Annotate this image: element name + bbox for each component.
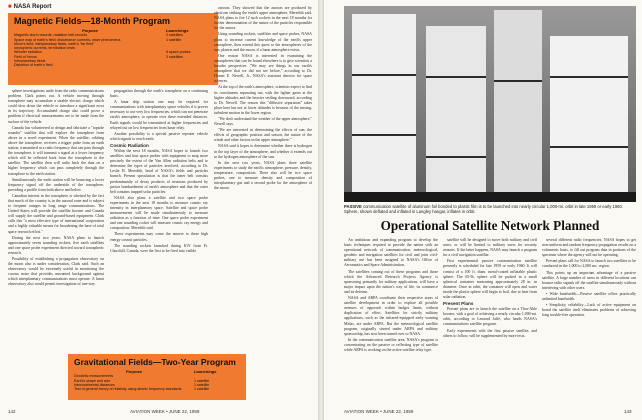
paragraph: Simultaneously the earth station will be bouncing a lower frequency signal off the underside of the ionosphere, providing a profile from both above and below. — [8, 177, 104, 192]
paragraph: Possibility of establishing a propagation observatory on the moon also is under consideration, Clark said. Such an observatory would be extremely useful in monitoring the corona noise that provides unwanted background against which interplanetary communications must operate. A lunar observatory also would permit investigation of one-way — [8, 257, 104, 287]
paragraph: Using sounding rockets, satellites and space probes, NASA plans to increase current knowledge of the earth's upper atmosphere, then extend this quest to the atmospheres of the sun, planets and the moon, if a lunar atmosphere exists. — [214, 32, 312, 52]
paragraph: At the top of the earth's atmosphere, scientists expect to find its constituents separating out, with the lighter gases at the higher altitudes and the heavier settling downward, according to Dr. Newell. The reason this "diffusive separation" takes place here but not at lower altitudes is because of the mixing, turbulent motion in the lower region. — [214, 85, 312, 115]
table-cell: 1 satellite — [194, 387, 210, 392]
gravitational-fields-table — [74, 370, 240, 391]
paragraph: Present plans are to launch the satellite on a Thor-Able booster, with a goal of achieving a nearly circular 1,000-mi. orbit, according to Leonard Jaffe, who heads NASA's communications satellite program. — [443, 307, 537, 327]
paragraph: sphere investigations aside from the radio communications problem. Clark points out. A vehicle moving through ionosphere may accumulate a sizable electric charge which could slow down the vehicle or introduce a significant error in its trajectory. Accumulated charge also could prove a problem if electrical measurements are to be made from the surface of the vehicle. — [8, 89, 104, 124]
paragraph: • Simplicity, reliability—Lack of active equipment on board the satellite itself eliminates problems of achieving long trouble-free operation. — [542, 303, 636, 318]
section-bullet-icon: ■ — [8, 4, 12, 10]
article-headline: Operational Satellite Network Planned — [380, 218, 600, 233]
right-column-2 — [443, 238, 537, 404]
launchings-column — [166, 29, 212, 68]
table-cell: 1 satellite — [194, 382, 210, 387]
table-row: Intercontinental distances — [74, 382, 115, 387]
magnetic-fields-box — [8, 13, 218, 85]
paragraph: These experiments may come the answer to these high energy cosmic particles. — [110, 232, 208, 242]
table-row: Interplanetary fields — [14, 59, 46, 64]
magnetic-fields-table — [14, 29, 212, 68]
table-row: Earth's shape and size — [74, 378, 111, 383]
folio-left: AVIATION WEEK • JUNE 22, 1959 — [130, 409, 200, 414]
paragraph: Another possibility is a special passive repeater vehicle which signals to reach earth. — [110, 131, 208, 141]
paragraph: First experimental passive communication satellite presently is scheduled for late 1959 or early 1960. It will consist of a 100 ft. diam. metal-coated inflatable plastic sphere. The 65-lb. sphere will be packed in a small spherical container measuring approximately 28 in. in diameter. Once in orbit, the container will open and water inside the plastic sphere will begin to boil, due to heat from solar radiation. — [443, 259, 537, 300]
paragraph: An ambitious and expanding program to develop the basic techniques required to provide the nation with an operational network of communication, meteorological, geodetic and navigation satellites for civil and joint civil-military use has been assigned to NASA's Office of Aeronautics and Space Administration. — [344, 238, 438, 268]
launchings-header: Launchings — [166, 28, 189, 33]
table-cell: 2 satellites — [166, 33, 183, 38]
table-row: Field of Venus — [14, 54, 37, 59]
gravitational-fields-box — [68, 354, 246, 400]
subheading-cosmic-radiation: Cosmic Radiation — [110, 142, 149, 148]
paragraph: NASA also plans a satellite and two space probe experiments in the next 18 months to measure cosmic ray intensity in interplanetary space. Satellite and space probe measurements will be made simultaneously to measure radiation as a function of time. One space probe experiment and one sounding rocket will measure cosmic ray energy and composition, Meredith said. — [110, 195, 208, 231]
table-row: Ionospheric currents, termination tests — [14, 46, 75, 51]
table-row: Whistler radiation — [14, 50, 42, 55]
paragraph: "We are interested in determining the effects of sun, the effects of geographic position and season, the nature of the winds and other factors in the upper atmosphere." — [214, 128, 312, 143]
paragraph: Canadian interest in the ionosphere is whetted by the fact that much of the country is in the auroral zone and is subject to frequent outages in long range communications. The United States will provide the satellite booster and Canada will supply the satellite and ground-based equipment. Clark calls this "a most effective type of international cooperation and a highly valuable means for broadening the base of total space research effort." — [8, 193, 104, 234]
page-number-right: 143 — [624, 409, 632, 414]
paragraph: One reason NASA is interested in examining the atmospheres that can be found elsewhere is to give scientists a broader perspective. "We may see things in our earth's atmosphere that we did not see before," according to Dr. Homer E. Newell, Jr., NASA's assistant director for space sciences. — [214, 53, 312, 84]
paragraph: In the next two years, NASA plans three satellite experiments to study the earth's atmosphere, pressure, density, temperature, composition. There also will be two space probes, one to measure density and composition of interplanetary gas and a second probe for the atmosphere of the moon. — [214, 160, 312, 191]
table-cell: 1 satellite — [166, 37, 182, 42]
paragraph: During the next two years, NASA plans to launch approximately seven sounding rockets, five earth satellites and one space probe experiment directed toward ionospheric research. — [8, 235, 104, 255]
table-cell: 3 satellites — [166, 54, 183, 59]
table-cell: 5 space probes — [166, 50, 191, 55]
paragraph: A lunar ship station one may be required for communications with interplanetary space vehicles if it proves necessary to use very low frequencies, which can not penetrate earth's atmosphere, to operate over these extended distances. Earth signals would be transmitted at higher frequencies and relayed out on low frequencies from lunar relay. — [110, 100, 208, 130]
table-row: Geodetic measurements — [74, 374, 114, 379]
table-cell: 1 satellite — [194, 378, 210, 383]
deflated-sphere-panel — [494, 10, 542, 202]
section-tag-label: NASA Report — [13, 4, 52, 10]
paragraph: satellite will be designed to move both military and civil users, or will be limited to military users for security reasons. If the latter happens, NASA may launch a program for a civil navigation satellite. — [443, 238, 537, 258]
paragraph: propagation through the earth's ionosphere on a continuing basis. — [110, 89, 208, 99]
right-column-1 — [344, 238, 438, 404]
right-page — [324, 0, 642, 420]
passive-satellite-photo — [344, 6, 636, 202]
table-row: Distortion of earth's field — [14, 63, 53, 68]
paragraph: • Wide bandwidth—Passive satellite offers practically unlimited bandwidth. — [542, 291, 636, 302]
purpose-column — [74, 370, 194, 391]
gravitational-fields-title: Gravitational Fields—Two-Year Program — [74, 357, 236, 367]
subheading-present-plans: Present Plans — [443, 301, 474, 307]
inflated-sphere-panel — [550, 36, 628, 202]
left-page — [0, 0, 318, 420]
table-row: Test of general theory of relativity using atomic frequency standards — [74, 387, 182, 392]
purpose-column — [14, 29, 166, 68]
magnetic-fields-title: Magnetic Fields—18-Month Program — [14, 16, 171, 26]
paragraph: This points up an important advantage of a passive satellite. A large number of users in different locations can bounce radio signals off the satellite simultaneously without interfering with other users. — [542, 270, 636, 290]
left-column-3 — [214, 6, 312, 404]
paragraph: "We don't understand the weather of the upper atmosphere," Newell says. — [214, 116, 312, 127]
paragraph: several different radio frequencies. NASA hopes to get non-uniform and random frequency propagation results on a volumetric basis, to fill out program data in portions of the spectrum where the agency will not be operating. — [542, 238, 636, 258]
page-number-left: 142 — [8, 409, 16, 414]
right-column-3 — [542, 238, 636, 404]
paragraph: Early experiments with the first passive satellite, and others to follow, will be supplemented by more tests. — [443, 328, 537, 338]
paragraph: The satellites coming out of these programs and those which the Advanced Research Projects Agency is sponsoring primarily for military applications, will have a major impact upon the nation's way of life, its commerce and its defense. — [344, 269, 438, 294]
table-row: Magnetic storm records, radiation belt records — [14, 33, 88, 38]
deflated-sphere-panel — [352, 14, 416, 202]
hangar-floor — [344, 192, 636, 202]
paragraph: The sounding rockets launched during IGY from Ft. Churchill, Canada, were the first to be fired into visible — [110, 243, 208, 253]
table-row: Moon's field, interplanetary fields, earth's "far field" — [14, 41, 95, 46]
paragraph: Present plans call for NASA to launch two satellites to be conducted in the 1,000 to 2,000 mc. region. — [542, 259, 636, 269]
caption-lead: PASSIVE — [344, 204, 362, 209]
paragraph: Canada has volunteered to design and fabricate a "topside sounder" satellite that will explore the ionosphere from above in a novel experiment. When the satellite, orbiting above the ionosphere, receives a trigger pulse from an earth station, transmitted at a radio frequency that can pass through the ionosphere, it will transmit a signal at a lower frequency which will be reflected back from the ionosphere to the satellite. The satellite then will radio back the data on a higher frequency which can pass completely through the ionosphere to the earth station. — [8, 125, 104, 176]
folio-right: AVIATION WEEK • JUNE 22, 1959 — [344, 409, 414, 414]
deflated-sphere-panel — [426, 26, 486, 202]
paragraph: In the communication satellite area, NASA's program is concentrating on the passive or reflecting type of satellite while ARPA is working on the active satellite relay type. — [344, 337, 438, 352]
photo-caption — [344, 204, 636, 215]
section-tag — [8, 4, 51, 10]
launchings-header: Launchings — [194, 369, 217, 374]
purpose-header: Purpose — [81, 28, 98, 33]
table-row: Space map of earth's field, disturbance currents, wave phenomena — [14, 37, 121, 42]
caption-text: communication satellite of aluminum foil bonded to plastic film is to be launched into nearly circular 1,000-mi. orbit in late 1959 or early 1960. Sphere, shown deflated and inflated in Langley hangar, inflates in orbit. — [344, 204, 624, 215]
paragraph: NASA said it hopes to determine whether there is hydrogen in the top layer of the atmosphere, and whether it extends out to the hydrogen atmosphere of the sun. — [214, 144, 312, 159]
left-column-2 — [110, 89, 208, 351]
paragraph: NASA and ARPA coordinate their respective areas of satellite development in order to explore all possible avenues of approach within budget limits, without duplication of effort. Satellites for strictly military applications, such as the infrared-equipped early warning Midas, are under ARPA. But the meteorological satellite program, originally started under ARPA and military sponsorship, has now been turned over to NASA. — [344, 296, 438, 336]
paragraph: auroras. They showed that the auroras are produced by electrons striking the earth's upper atmosphere, Meredith said. NASA plans to fire 12 such rockets in the next 18 months for further determination of the nature of the particles responsible for the aurora. — [214, 6, 312, 31]
launchings-column — [194, 370, 240, 391]
paragraph: Within the next 18 months, NASA hopes to launch two satellites and four space probes with equipment to map more precisely the extent of the Van Allen radiation belts and to determine the types of particles involved, according to Dr. Leslie H. Meredith, head of NASA's fields and particles branch. Present speculation is that the inner belt consists predominantly of decay products of neutrons produced by proton bombardment of earth's atmosphere and that the outer belt contains trapped solar particles. — [110, 148, 208, 194]
purpose-header: Purpose — [125, 369, 142, 374]
